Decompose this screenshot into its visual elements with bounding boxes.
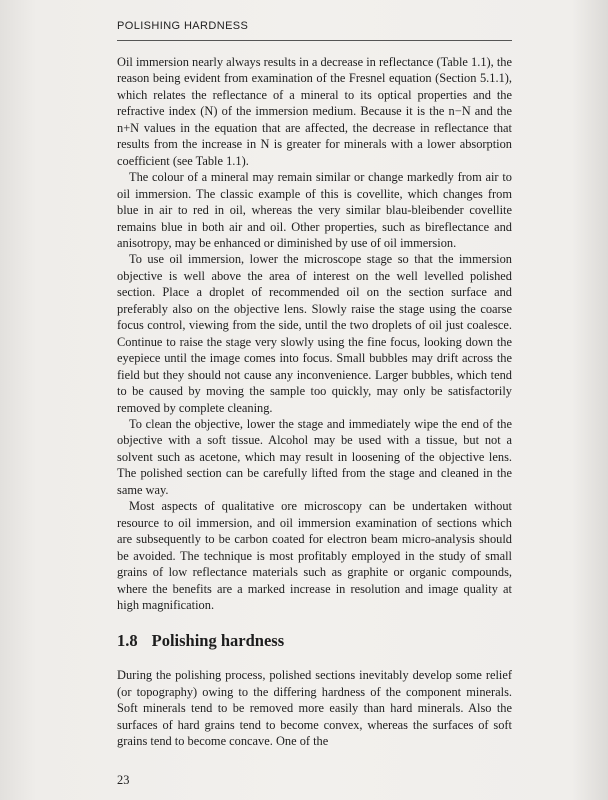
section-title: Polishing hardness (151, 631, 285, 651)
running-head: POLISHING HARDNESS (117, 20, 249, 32)
page-number: 23 (117, 773, 130, 787)
paragraph: Oil immersion nearly always results in a decrease in reflectance (Table 1.1), the reason being evident from examination of the Fresnel equation (Section 5.1.1), which relates the reflectance of a mineral to its optical properties and the refractive index (N) of the immersion medium. Because it is the n−N and the n+N values in the equation that are affected, the decrease in reflectance that results from the increase in N is greater for minerals with a lower absorption coefficient (see Table 1.1). (117, 55, 512, 168)
section-paragraph: During the polishing process, polished sections inevitably develop some relief (or topography) owing to the differing hardness of the component minerals. Soft minerals tend to be removed more easily than hard minerals. Also the surfaces of hard grains tend to become convex, whereas the surfaces of soft grains tend to become concave. One of the (117, 668, 512, 749)
section-number: 1.8 (117, 631, 138, 651)
header-rule (117, 40, 512, 41)
paragraph: To use oil immersion, lower the microscope stage so that the immersion objective is well above the area of interest on the well levelled polished section. Place a droplet of recommended oil on the section surface and preferably also on the objective lens. Slowly raise the stage using the coarse focus control, viewing from the side, until the two droplets of oil just coalesce. Continue to raise the stage very slowly using the fine focus, looking down the eyepiece until the image comes into focus. Small bubbles may drift across the field but they should not cause any inconvenience. Larger bubbles, which tend to be caused by moving the sample too quickly, may only be satisfactorily removed by complete cleaning. (117, 252, 512, 415)
paragraph: To clean the objective, lower the stage and immediately wipe the end of the objective with a soft tissue. Alcohol may be used with a tissue, but not a solvent such as acetone, which may result in loosening of the objective lens. The polished section can be carefully lifted from the stage and cleaned in the same way. (117, 416, 512, 497)
section-heading (117, 631, 512, 651)
paragraph: Most aspects of qualitative ore microscopy can be undertaken without resource to oil immersion, and oil immersion examination of sections which are subsequently to be carbon coated for electron beam micro-analysis should be avoided. The technique is most profitably employed in the study of small grains of low reflectance materials such as graphite or organic compounds, where the benefits are a marked increase in resolution and image quality at high magnification. (117, 499, 512, 612)
paragraph: The colour of a mineral may remain similar or change markedly from air to oil immersion. The classic example of this is covellite, which changes from blue in air to red in oil, whereas the very similar blau-bleibender covellite remains blue in both air and oil. Other properties, such as bireflectance and anisotropy, may be enhanced or diminished by use of oil immersion. (117, 170, 512, 250)
body-text (117, 54, 512, 750)
